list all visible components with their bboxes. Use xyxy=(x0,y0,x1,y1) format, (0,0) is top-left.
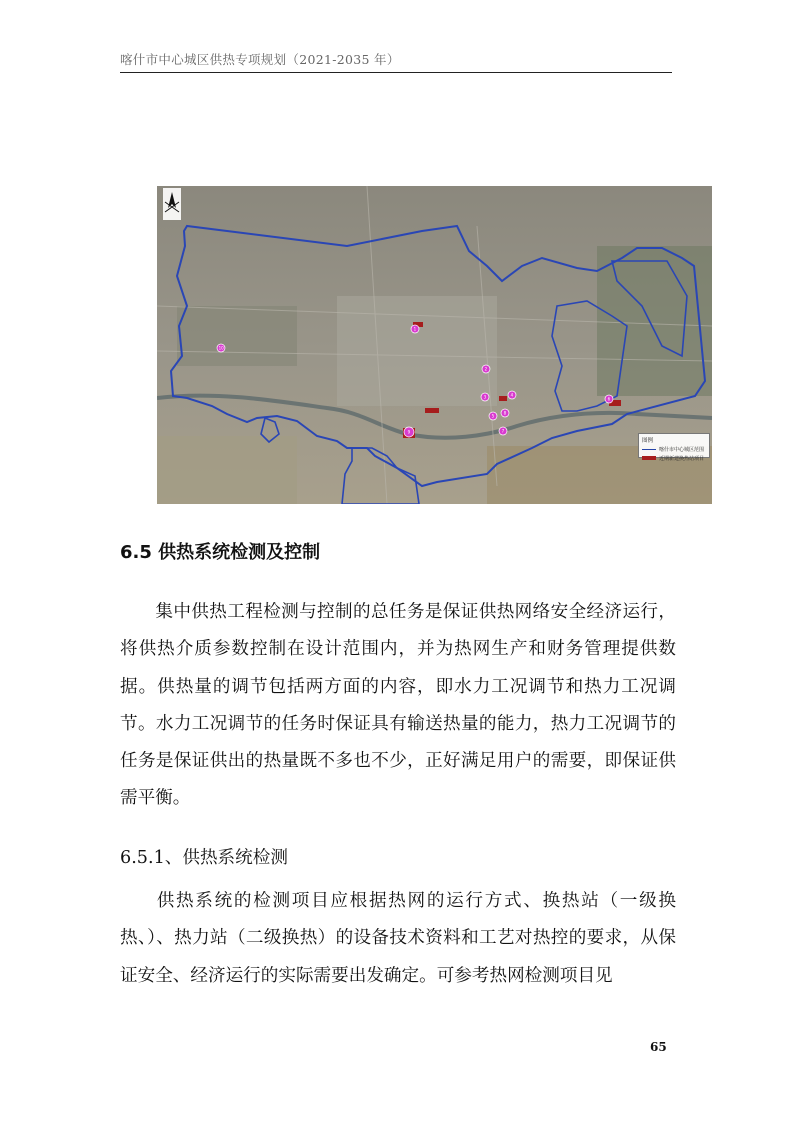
site-block xyxy=(499,396,507,401)
legend-item-site xyxy=(642,455,706,462)
urban-patch xyxy=(177,306,297,366)
svg-text:2: 2 xyxy=(484,366,488,372)
section-heading: 6.5 供热系统检测及控制 xyxy=(120,542,321,563)
satellite-map-figure xyxy=(157,186,712,504)
station-marker xyxy=(605,395,613,403)
farmland-patch xyxy=(157,436,297,504)
running-header: 喀什市中心城区供热专项规划（2021-2035 年） xyxy=(120,52,400,67)
body-paragraph xyxy=(120,594,676,818)
body-paragraph xyxy=(120,883,676,995)
station-marker xyxy=(481,393,489,401)
boundary-swatch xyxy=(642,449,656,450)
svg-text:4: 4 xyxy=(510,392,514,398)
station-marker xyxy=(508,391,516,399)
legend-title: 图例 xyxy=(642,438,654,444)
header-rule xyxy=(120,72,672,73)
svg-text:8: 8 xyxy=(503,410,507,416)
station-marker xyxy=(482,365,490,373)
site-swatch xyxy=(642,456,656,460)
svg-text:5: 5 xyxy=(491,413,495,419)
map-canvas xyxy=(157,186,712,504)
station-marker xyxy=(499,427,507,435)
urban-core xyxy=(337,296,497,406)
svg-text:1: 1 xyxy=(413,326,417,332)
page-number: 65 xyxy=(650,1040,667,1054)
svg-text:7: 7 xyxy=(501,428,505,434)
paragraph-text: 供热系统的检测项目应根据热网的运行方式、换热站（一级换热、）、热力站（二级换热）的设备技术资料和工艺对热控的要求，从保证安全、经济运行的实际需要出发确定。可参考热网检测项目见 xyxy=(120,891,676,986)
site-block xyxy=(425,408,439,413)
north-arrow-icon xyxy=(163,188,181,220)
svg-text:6: 6 xyxy=(607,396,611,402)
map-legend xyxy=(638,433,710,462)
station-marker xyxy=(217,344,225,352)
svg-text:3: 3 xyxy=(483,394,487,400)
subsection-heading: 6.5.1、供热系统检测 xyxy=(120,848,288,868)
paragraph-text: 集中供热工程检测与控制的总任务是保证供热网络安全经济运行，将供热介质参数控制在设计范围内，并为热网生产和财务管理提供数据。供热量的调节包括两方面的内容，即水力工况调节和热力工况调节。水力工况调节的任务时保证具有输送热量的能力，热力工况调节的任务是保证供出的热量既不多也不少，正好满足用户的需要，即保证供需平衡。 xyxy=(120,602,676,809)
station-marker xyxy=(411,325,419,333)
legend-label: 近期新建换热站项目 xyxy=(659,455,705,462)
station-marker xyxy=(489,412,497,420)
station-marker xyxy=(404,427,414,437)
station-marker xyxy=(501,409,509,417)
svg-text:10: 10 xyxy=(218,345,224,351)
legend-label: 喀什市中心城区范围 xyxy=(659,447,705,453)
svg-text:9: 9 xyxy=(407,429,411,435)
legend-item-boundary xyxy=(642,446,706,453)
